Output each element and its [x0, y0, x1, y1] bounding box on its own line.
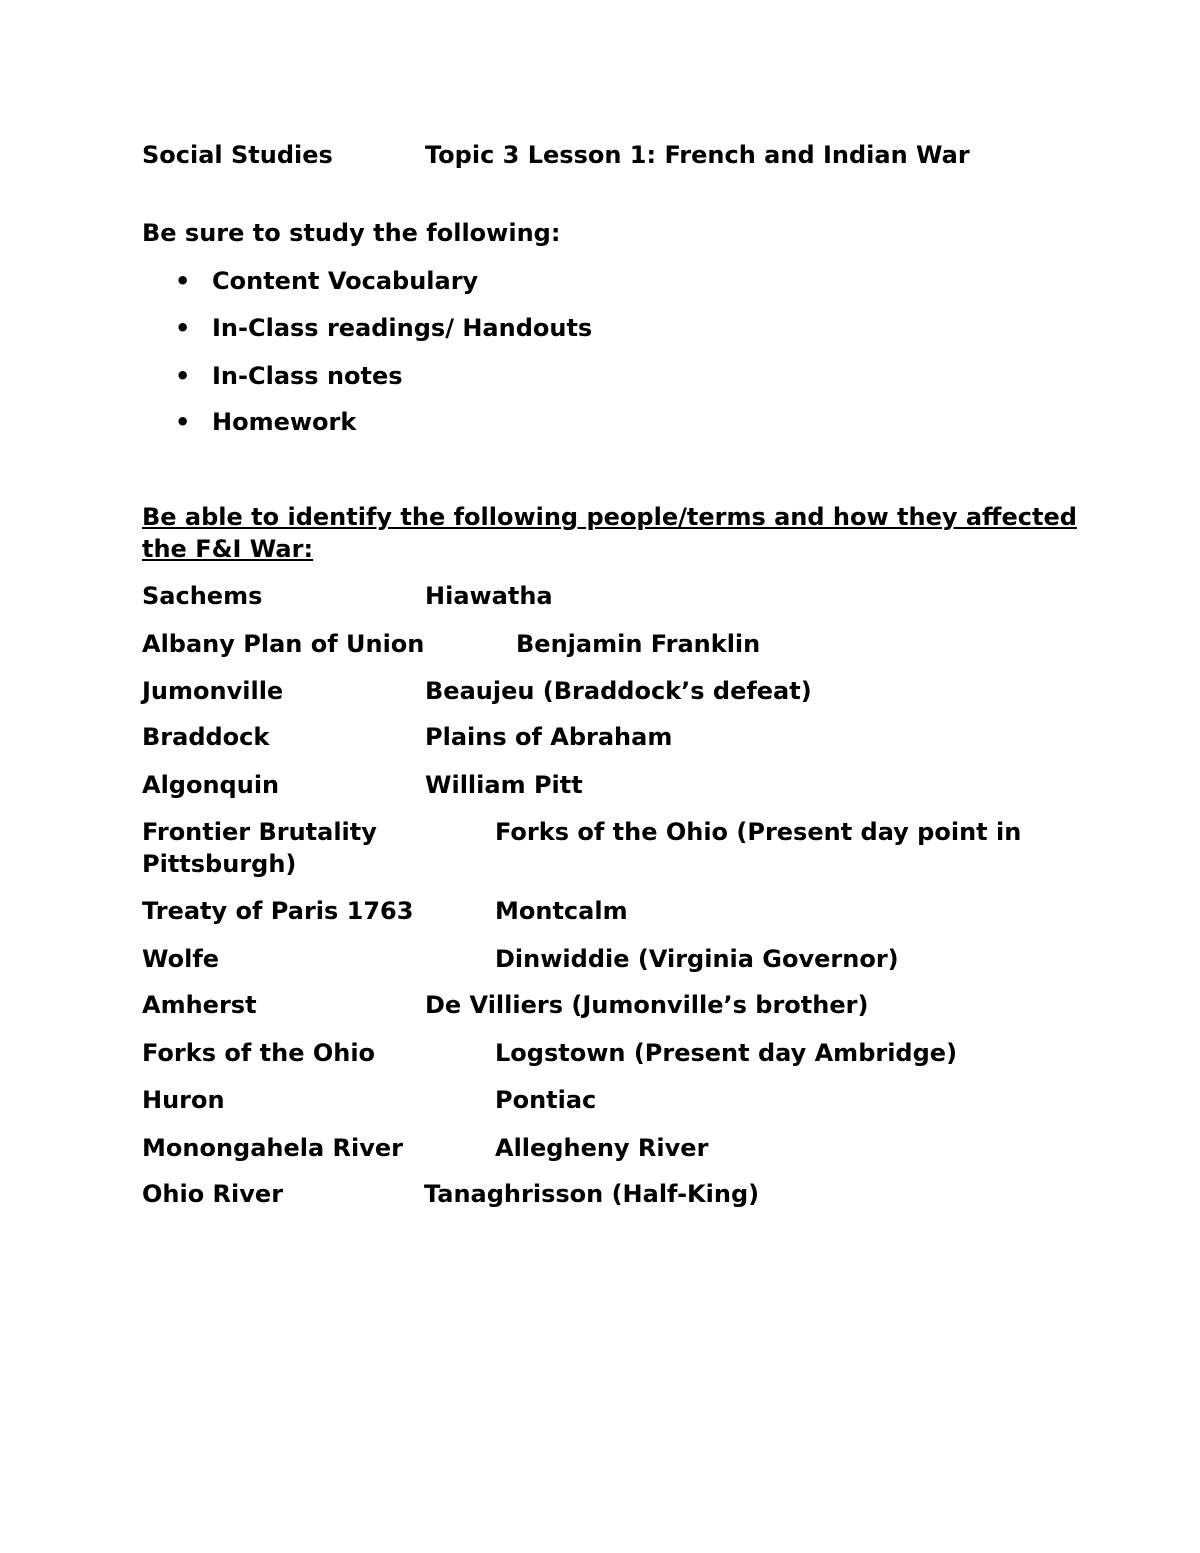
bullet-icon: •	[175, 362, 191, 390]
term-right: William Pitt	[425, 771, 583, 799]
term-right: Tanaghrisson (Half-King)	[424, 1180, 760, 1208]
term-left: Monongahela River	[142, 1134, 404, 1162]
term-right: Logstown (Present day Ambridge)	[495, 1039, 958, 1067]
term-left: Amherst	[142, 991, 257, 1019]
term-right: Forks of the Ohio (Present day point in	[495, 818, 1022, 846]
term-right: Hiawatha	[425, 582, 553, 610]
term-right: Dinwiddie (Virginia Governor)	[495, 945, 899, 973]
term-right: Benjamin Franklin	[516, 630, 761, 658]
term-left: Wolfe	[142, 945, 220, 973]
study-prompt: Be sure to study the following:	[142, 219, 561, 247]
term-left: Forks of the Ohio	[142, 1039, 376, 1067]
term-left: Huron	[142, 1086, 225, 1114]
term-left: Frontier Brutality	[142, 818, 377, 846]
term-left: Albany Plan of Union	[142, 630, 425, 658]
list-item-label: Content Vocabulary	[212, 267, 479, 295]
bullet-icon: •	[175, 408, 191, 436]
bullet-icon: •	[175, 267, 191, 295]
subject-title: Social Studies	[142, 141, 333, 169]
list-item-label: In-Class readings/ Handouts	[212, 314, 593, 342]
term-left: Braddock	[142, 723, 270, 751]
list-item-label: In-Class notes	[212, 362, 403, 390]
bullet-icon: •	[175, 314, 191, 342]
term-left: Treaty of Paris 1763	[142, 897, 414, 925]
list-item-label: Homework	[212, 408, 357, 436]
term-right: Montcalm	[495, 897, 628, 925]
term-right: Plains of Abraham	[425, 723, 673, 751]
term-left: Algonquin	[142, 771, 280, 799]
term-right: Beaujeu (Braddock’s defeat)	[425, 677, 812, 705]
term-left: Jumonville	[142, 677, 284, 705]
lesson-title: Topic 3 Lesson 1: French and Indian War	[425, 141, 970, 169]
term-right-continuation: Pittsburgh)	[142, 850, 297, 878]
term-left: Ohio River	[142, 1180, 284, 1208]
term-right: De Villiers (Jumonville’s brother)	[425, 991, 869, 1019]
identify-heading-line1: Be able to identify the following people/terms and how they affected	[142, 503, 1077, 531]
term-right: Allegheny River	[495, 1134, 709, 1162]
identify-heading-line2: the F&I War:	[142, 535, 314, 563]
term-right: Pontiac	[495, 1086, 597, 1114]
term-left: Sachems	[142, 582, 263, 610]
